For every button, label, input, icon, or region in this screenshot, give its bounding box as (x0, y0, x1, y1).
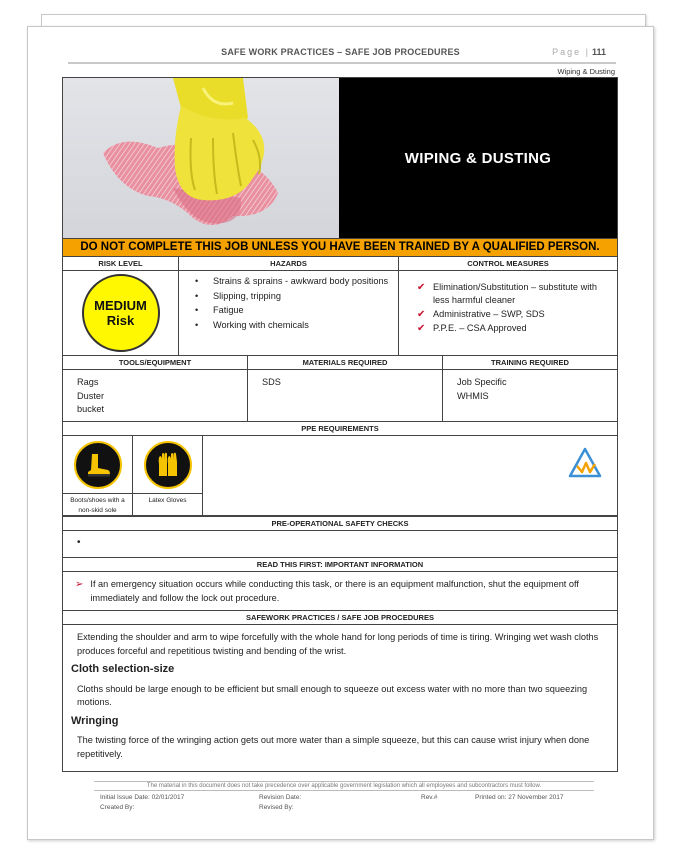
created-by: Created By: (100, 804, 135, 811)
tool-item: Rags (77, 377, 99, 387)
tool-item: bucket (77, 404, 105, 414)
control-item: ✔ P.P.E. – CSA Approved (417, 323, 527, 334)
document-subtitle: Wiping & Dusting (557, 67, 615, 76)
training-item: Job Specific (457, 377, 507, 387)
page-number: Page | 111 (552, 47, 606, 57)
risk-body-row (63, 271, 617, 356)
ppe-header: PPE REQUIREMENTS (63, 422, 617, 436)
cloth-selection-text: Cloths should be large enough to be efficient but small enough to squeeze out excess water with no more than two squeezing motions. (77, 683, 588, 707)
control-measures-cell (398, 271, 617, 355)
document-page (27, 26, 654, 840)
ppe-item-boots (63, 436, 133, 516)
document-header-title: SAFE WORK PRACTICES – SAFE JOB PROCEDURES (221, 47, 460, 57)
wringing-heading: Wringing (71, 714, 119, 727)
control-item: ✔ Elimination/Substitution – substitute with less harmful cleaner (417, 282, 597, 305)
ppe-body-row (63, 436, 617, 516)
training-item: WHMIS (457, 390, 489, 401)
materials-header: MATERIALS REQUIRED (247, 356, 442, 369)
ppe-label: Latex Gloves (148, 497, 187, 504)
risk-level-text: MEDIUM (94, 298, 147, 313)
hero-title-panel (339, 78, 617, 238)
important-info-body (63, 572, 617, 611)
tools-header: TOOLS/EQUIPMENT (63, 356, 247, 369)
important-info-text: If an emergency situation occurs while conducting this task, or there is an equipment malfunction, shut the equipment off immediately and follow the lock out procedure. (90, 579, 579, 603)
revision-number: Rev.# (421, 794, 438, 801)
cloth-selection-heading: Cloth selection-size (71, 663, 175, 675)
swp-header: SAFEWORK PRACTICES / SAFE JOB PROCEDURES (63, 611, 617, 625)
tools-header-row (63, 356, 617, 370)
arrow-bullet-icon: ➢ (75, 579, 84, 590)
wringing-text: The twisting force of the wringing action gets out more water than a simple squeeze, but this can cause wrist injury when done repetitively. (77, 735, 590, 759)
preop-header: PRE-OPERATIONAL SAFETY CHECKS (63, 516, 617, 531)
tools-body-row (63, 370, 617, 422)
preop-bullet: • (77, 537, 81, 548)
swp-intro: Extending the shoulder and arm to wipe forcefully with the whole hand for long periods of time is tiring. Wringing wet wash cloths produces forceful and repetitious twisting and bending of the wrist. (77, 632, 599, 656)
training-header: TRAINING REQUIRED (442, 356, 617, 369)
ppe-label: Boots/shoes with a non-skid sole (70, 497, 125, 514)
hazards-header: HAZARDS (178, 257, 398, 270)
risk-header-row (63, 257, 617, 271)
check-icon: ✔ (417, 309, 426, 320)
hero-banner (63, 78, 617, 238)
procedure-form (62, 77, 618, 772)
printed-on: Printed on: 27 November 2017 (475, 794, 564, 801)
legal-disclaimer: The material in this document does not take precedence over applicable government legislation which all employees and subcontractors must follow. (94, 781, 594, 791)
materials-list (247, 370, 442, 421)
risk-level-cell (63, 271, 178, 355)
risk-level-header: RISK LEVEL (63, 257, 178, 270)
initial-issue-date: Initial Issue Date: 02/01/2017 (100, 794, 185, 801)
hazards-cell (178, 271, 398, 355)
hazard-item: • Fatigue (193, 304, 394, 317)
tool-item: Duster (77, 390, 105, 401)
material-item: SDS (262, 377, 281, 387)
gloves-icon (144, 441, 192, 489)
revision-date: Revision Date: (259, 794, 302, 801)
risk-label-text: Risk (106, 313, 135, 328)
boots-icon (74, 441, 122, 489)
company-logo (567, 446, 603, 482)
control-item: ✔ Administrative – SWP, SDS (417, 309, 545, 320)
job-title: WIPING & DUSTING (404, 149, 552, 167)
check-icon: ✔ (417, 323, 426, 334)
swp-body (63, 625, 617, 771)
hazard-item: • Slipping, tripping (193, 290, 394, 303)
hazard-item: • Working with chemicals (193, 319, 394, 332)
important-info-header: READ THIS FIRST: IMPORTANT INFORMATION (63, 558, 617, 572)
hazard-item: • Strains & sprains - awkward body positions (193, 275, 394, 288)
risk-level-badge (82, 274, 160, 352)
check-icon: ✔ (417, 282, 426, 293)
revised-by: Revised By: (259, 804, 294, 811)
training-list (442, 370, 617, 421)
ppe-item-gloves (133, 436, 203, 516)
preop-body (63, 531, 617, 558)
control-measures-header: CONTROL MEASURES (398, 257, 617, 270)
controls-list (417, 281, 613, 335)
gloved-hand-wiping-photo (63, 78, 339, 238)
tools-list (63, 370, 247, 421)
hazards-list (193, 275, 394, 332)
training-warning-bar: DO NOT COMPLETE THIS JOB UNLESS YOU HAVE BEEN TRAINED BY A QUALIFIED PERSON. (63, 238, 617, 257)
header-divider (68, 62, 616, 64)
